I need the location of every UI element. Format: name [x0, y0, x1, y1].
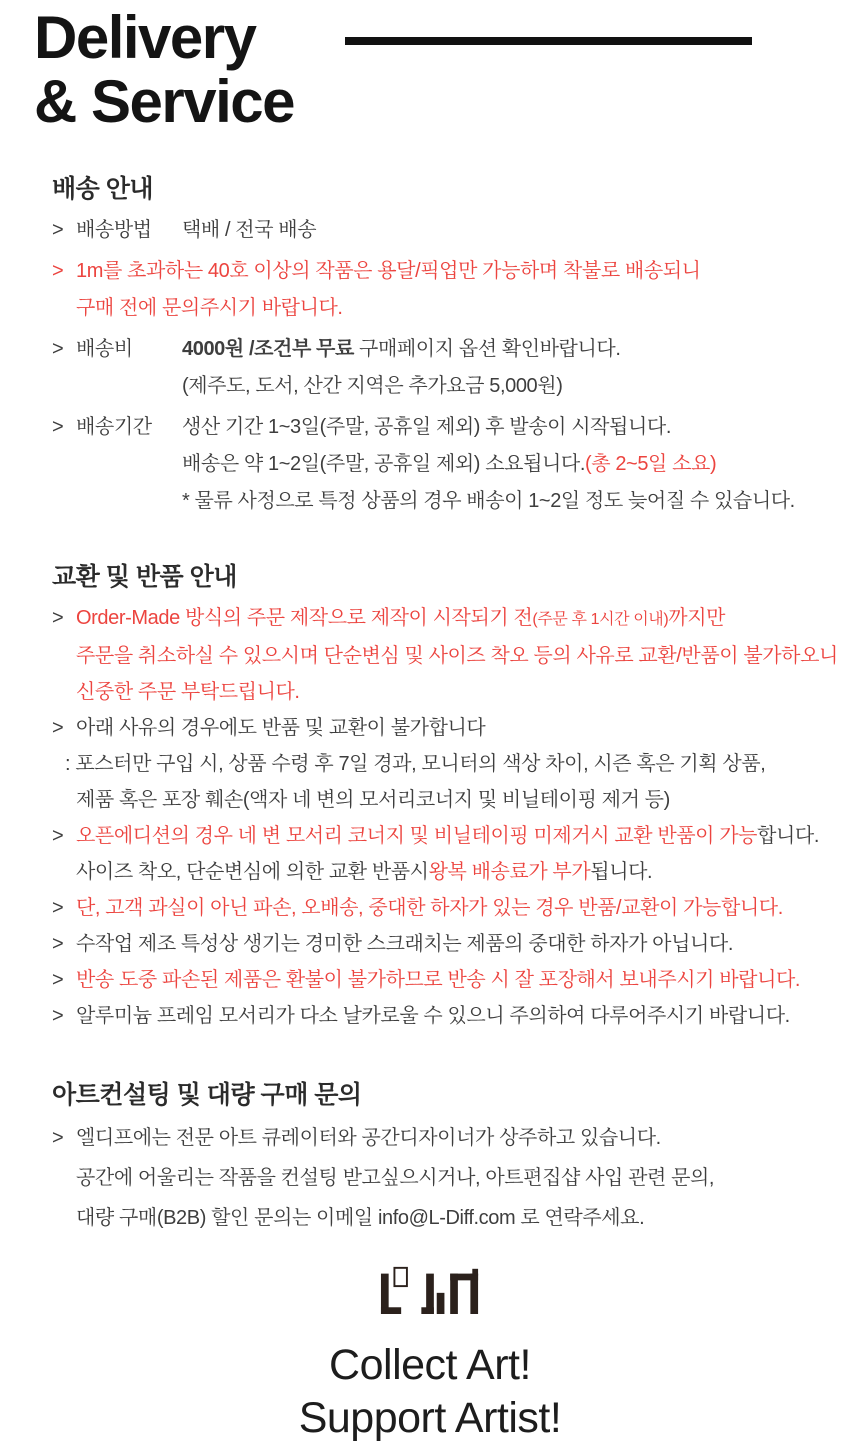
bullet-marker: >: [52, 897, 64, 919]
delivery-period-total: (총 2~5일 소요): [584, 453, 717, 475]
slogan-line2: Support Artist!: [298, 1394, 562, 1442]
ordermade-text: [76, 600, 725, 638]
bullet-marker: >: [52, 607, 64, 629]
delivery-fee-note-row: [52, 368, 830, 405]
bullet-marker: >: [52, 260, 64, 282]
noreturn-row2: [52, 746, 830, 782]
section-art-consulting: [0, 1080, 860, 1238]
page-footer: [0, 1264, 860, 1445]
consulting-line3: 대량 구매(B2B) 할인 문의는 이메일 info@L-Diff.com 로 연락주세요.: [76, 1207, 645, 1229]
returnship-row: [52, 962, 830, 998]
delivery-method-value: 택배 / 전국 배송: [182, 219, 317, 241]
bullet-marker: >: [52, 825, 64, 847]
scratch-row: [52, 926, 830, 962]
footer-slogan: [0, 1339, 860, 1445]
noreturn-row3: [52, 782, 830, 818]
openedition-text: [76, 818, 819, 854]
delivery-heading: 배송 안내: [52, 175, 154, 203]
delivery-period-note: * 물류 사정으로 특정 상품의 경우 배송이 1~2일 정도 늦어질 수 있습니다.: [182, 490, 795, 512]
delivery-period-label: 배송기간: [76, 416, 152, 438]
ldiff-logo-icon: [380, 1264, 480, 1314]
ordermade-row2: [52, 638, 838, 674]
noreturn-row: [52, 710, 830, 746]
oversize-notice-row2: [52, 290, 830, 327]
returns-heading: 교환 및 반품 안내: [52, 563, 237, 591]
delivery-period-line1: 생산 기간 1~3일(주말, 공휴일 제외) 후 발송이 시작됩니다.: [182, 416, 671, 438]
openedition-red: 오픈에디션의 경우 네 변 모서리 코너지 및 비닐테이핑 미제거시 교환 반품이 가능: [76, 825, 758, 847]
openedition2-black: 사이즈 착오, 단순변심에 의한 교환 반품시: [76, 861, 429, 883]
noreturn-line2: : 포스터만 구입 시, 상품 수령 후 7일 경과, 모니터의 색상 차이, 시즌 혹은 기획 상품,: [65, 753, 766, 775]
page-header: [0, 0, 860, 148]
consulting-line2: 공간에 어울리는 작품을 컨설팅 받고싶으시거나, 아트편집샵 사입 관련 문의,: [76, 1167, 715, 1189]
ordermade-row: [52, 600, 830, 638]
consulting-row1: [52, 1118, 830, 1158]
consulting-heading: 아트컨설팅 및 대량 구매 문의: [52, 1081, 362, 1109]
delivery-period-row2: [52, 446, 830, 483]
delivery-period-row: [52, 409, 830, 446]
delivery-period-note-row: [52, 483, 830, 520]
consulting-line1: 엘디프에는 전문 아트 큐레이터와 공간디자이너가 상주하고 있습니다.: [76, 1127, 661, 1149]
delivery-period-line2: 배송은 약 1~2일(주말, 공휴일 제외) 소요됩니다.: [182, 453, 585, 475]
scratch-text: 수작업 제조 특성상 생기는 경미한 스크래치는 제품의 중대한 하자가 아닙니다.: [76, 933, 734, 955]
openedition-end: 합니다.: [757, 825, 820, 847]
ordermade-line2: 주문을 취소하실 수 있으시며 단순변심 및 사이즈 착오 등의 사유로 교환/반품이 불가하오니: [76, 645, 838, 667]
page-title-line2: & Service: [34, 68, 295, 136]
frame-row: [52, 998, 830, 1034]
consulting-row3: [52, 1198, 830, 1238]
frame-text: 알루미늄 프레임 모서리가 다소 날카로울 수 있으니 주의하여 다루어주시기 바랍니다.: [76, 1005, 790, 1027]
returnship-text: 반송 도중 파손된 제품은 환불이 불가하므로 반송 시 잘 포장해서 보내주시기 바랍니다.: [76, 969, 801, 991]
noreturn-line3: 제품 혹은 포장 훼손(액자 네 변의 모서리코너지 및 비닐테이핑 제거 등): [76, 789, 670, 811]
ordermade-red2: 까지만: [668, 607, 726, 629]
openedition2-red: 왕복 배송료가 부가: [428, 861, 591, 883]
ordermade-line3: 신중한 주문 부탁드립니다.: [76, 681, 300, 703]
delivery-method-row: [52, 212, 830, 249]
damage-text: 단, 고객 과실이 아닌 파손, 오배송, 중대한 하자가 있는 경우 반품/교환이 가능합니다.: [76, 897, 783, 919]
oversize-notice-line1: 1m를 초과하는 40호 이상의 작품은 용달/픽업만 가능하며 착불로 배송되니: [76, 260, 701, 282]
ordermade-small-note: (주문 후 1시간 이내): [532, 611, 669, 628]
delivery-fee-note: (제주도, 도서, 산간 지역은 추가요금 5,000원): [182, 375, 563, 397]
delivery-fee-row: [52, 331, 830, 368]
title-rule: [345, 37, 752, 45]
bullet-marker: >: [52, 717, 64, 739]
openedition-row: [52, 818, 830, 854]
openedition-row2: [52, 854, 830, 890]
slogan-line1: Collect Art!: [329, 1341, 531, 1389]
consulting-row2: [52, 1158, 830, 1198]
oversize-notice-row: [52, 253, 830, 290]
damage-row: [52, 890, 830, 926]
ordermade-red1: Order-Made 방식의 주문 제작으로 제작이 시작되기 전: [76, 607, 533, 629]
bullet-marker: >: [52, 933, 64, 955]
noreturn-head: 아래 사유의 경우에도 반품 및 교환이 불가합니다: [76, 717, 486, 739]
page-title-line1: Delivery: [34, 4, 256, 71]
bullet-marker: >: [52, 1005, 64, 1027]
bullet-marker: >: [52, 969, 64, 991]
section-exchange-return: [0, 562, 860, 1034]
bullet-marker: >: [52, 1127, 64, 1149]
section-delivery-info: [0, 174, 860, 520]
delivery-method-label: 배송방법: [76, 219, 152, 241]
delivery-fee-amount: 4000원 /조건부 무료: [182, 338, 354, 360]
ordermade-row3: [52, 674, 830, 710]
delivery-fee-label: 배송비: [76, 338, 133, 360]
bullet-marker: >: [52, 416, 64, 438]
page-title: [34, 6, 860, 134]
bullet-marker: >: [52, 219, 64, 241]
bullet-marker: >: [52, 338, 64, 360]
delivery-fee-rest: 구매페이지 옵션 확인바랍니다.: [353, 338, 621, 360]
openedition2-end: 됩니다.: [590, 861, 653, 883]
oversize-notice-line2: 구매 전에 문의주시기 바랍니다.: [76, 297, 343, 319]
delivery-fee-value: [182, 331, 620, 368]
